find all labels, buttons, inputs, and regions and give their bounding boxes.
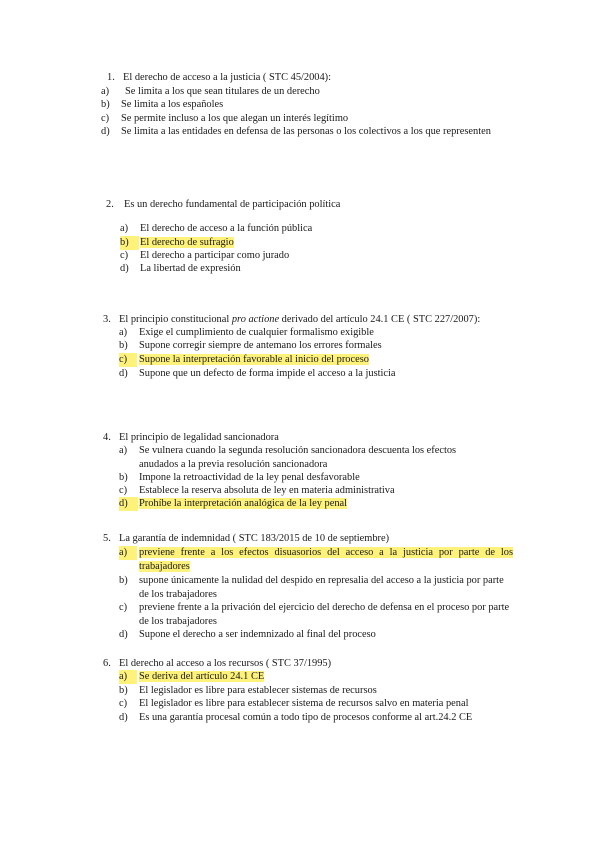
question-number: 5.	[103, 533, 111, 544]
option-b: b) Impone la retroactividad de la ley penal desfavorable	[119, 472, 360, 483]
option-a: a) Se vulnera cuando la segunda resolución sancionadora descuenta los efectos anudados a la previa resolución sancionadora	[119, 445, 457, 470]
question-number: 6.	[103, 658, 111, 669]
question-title: La garantía de indemnidad ( STC 183/2015 de 10 de septiembre)	[119, 533, 390, 544]
question-number: 4.	[103, 432, 111, 443]
option-c: c) Se permite incluso a los que alegan un interés legítimo	[101, 113, 349, 124]
option-b: b) Se limita a los españoles	[101, 99, 224, 110]
option-b: b) El legislador es libre para establecer sistemas de recursos	[119, 685, 377, 696]
option-d: d) La libertad de expresión	[120, 263, 241, 274]
option-d: d) Se limita a las entidades en defensa de las personas o los colectivos a los que representen	[101, 126, 491, 137]
question-number: 3.	[103, 314, 111, 325]
option-c: c) El derecho a participar como jurado	[120, 250, 290, 261]
option-d: d) Supone el derecho a ser indemnizado al final del proceso	[119, 629, 376, 640]
question-title: El principio constitucional pro actione derivado del artículo 24.1 CE ( STC 227/2007):	[119, 314, 481, 325]
option-d-highlighted: d) Prohíbe la interpretación analógica de la ley penal	[119, 498, 348, 509]
option-d: d) Es una garantía procesal común a todo tipo de procesos conforme al art.24.2 CE	[119, 712, 473, 723]
question-title: El derecho al acceso a los recursos ( STC 37/1995)	[119, 658, 332, 669]
option-a-highlighted: a) previene frente a los efectos disuasorios del acceso a la justicia por parte de los trabajadores	[119, 547, 513, 572]
question-number: 2.	[106, 199, 114, 210]
option-c: c) Establece la reserva absoluta de ley en materia administrativa	[119, 485, 395, 496]
option-b: b) Supone corregir siempre de antemano los errores formales	[119, 340, 382, 351]
option-c-highlighted: c) Supone la interpretación favorable al inicio del proceso	[119, 354, 369, 365]
option-a: a) Exige el cumplimiento de cualquier formalismo exigible	[119, 327, 374, 338]
question-title: El principio de legalidad sancionadora	[119, 432, 279, 443]
option-b-highlighted: b) El derecho de sufragio	[120, 237, 234, 248]
option-a: a) El derecho de acceso a la función pública	[120, 223, 313, 234]
option-a-highlighted: a) Se deriva del artículo 24.1 CE	[119, 671, 265, 682]
option-a: a) Se limita a los que sean titulares de un derecho	[101, 86, 320, 97]
question-title: Es un derecho fundamental de participación política	[124, 199, 341, 210]
option-b: b) supone únicamente la nulidad del despido en represalia del acceso a la justicia por parte de los trabajadores	[119, 575, 504, 600]
question-title: El derecho de acceso a la justicia ( STC 45/2004):	[123, 72, 332, 83]
question-number: 1.	[107, 72, 115, 83]
option-d: d) Supone que un defecto de forma impide el acceso a la justicia	[119, 368, 396, 379]
latin-term: pro actione	[231, 314, 280, 325]
option-c: c) El legislador es libre para establecer sistema de recursos salvo en materia penal	[119, 698, 469, 709]
option-c: c) previene frente a la privación del ejercicio del derecho de defensa en el proceso por parte de los trabajadores	[119, 602, 510, 627]
